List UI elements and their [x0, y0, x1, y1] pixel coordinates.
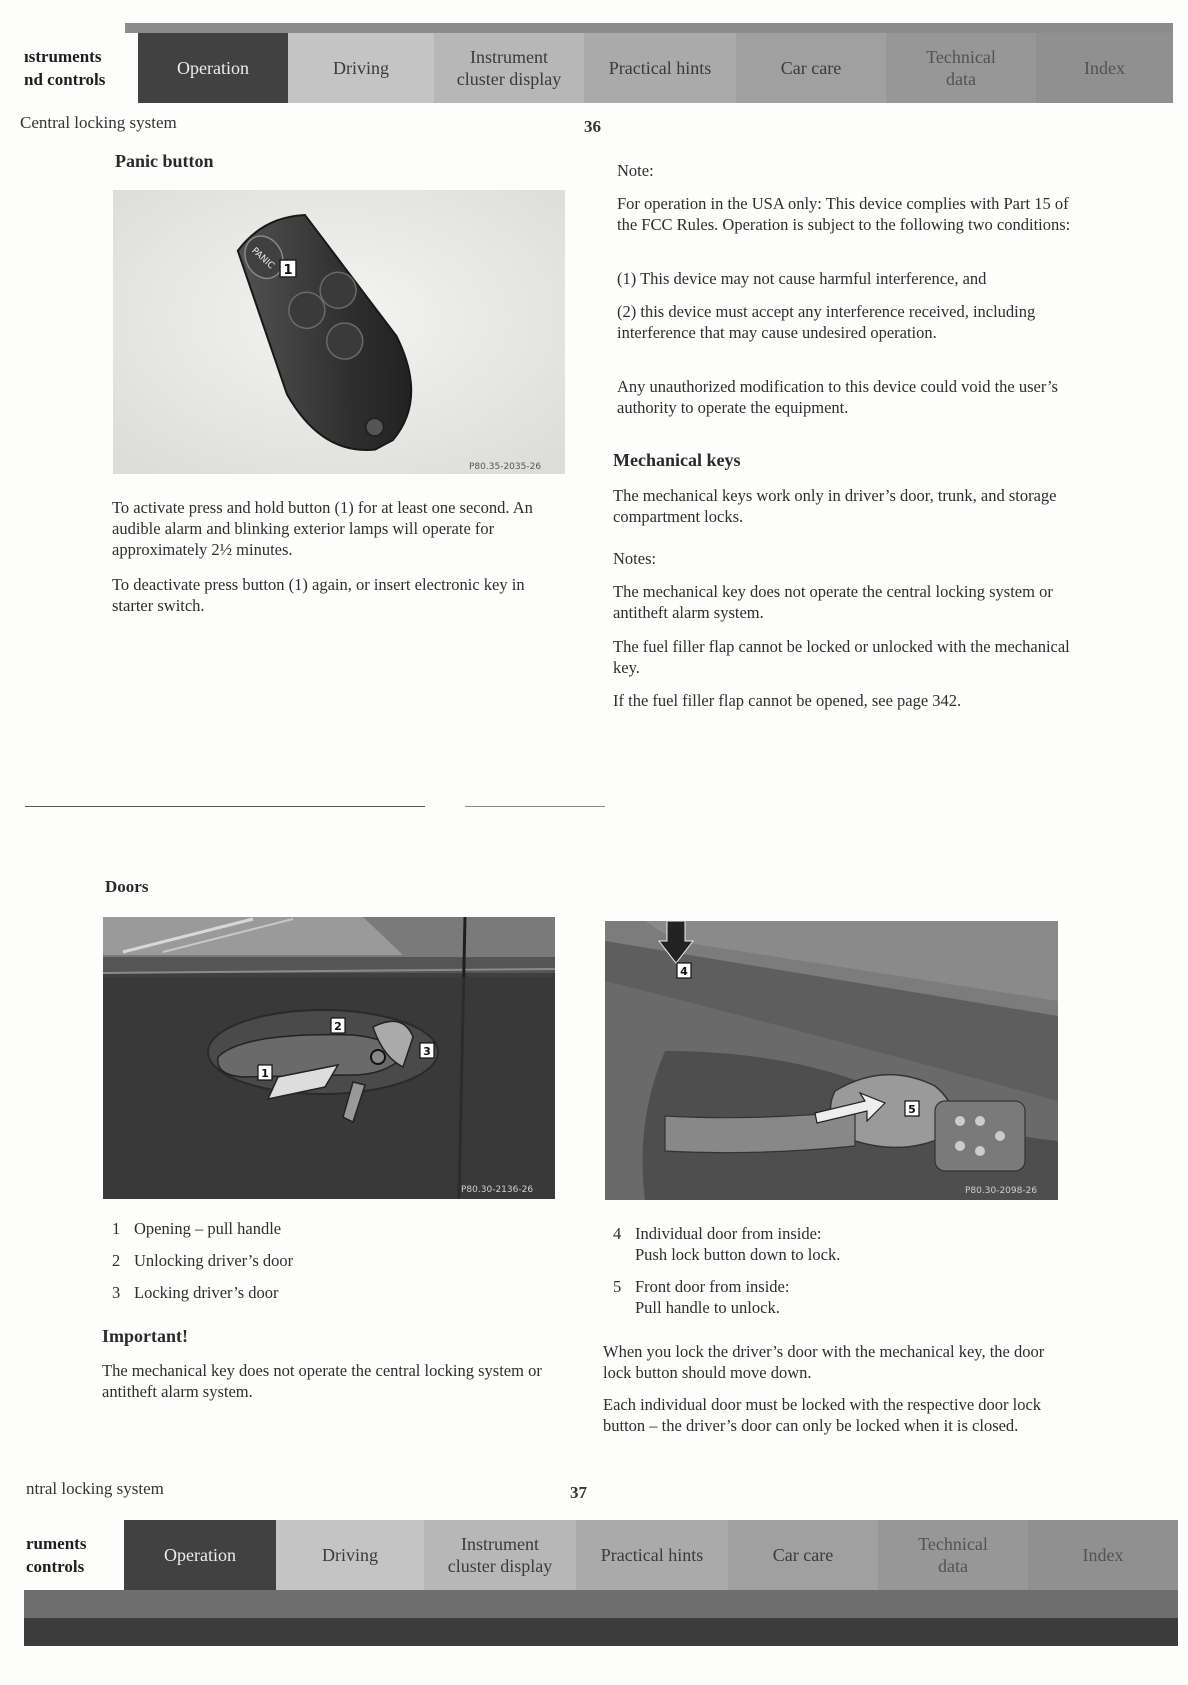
top-nav [22, 33, 1173, 103]
bottom-nav-label-line1: ruments [26, 1534, 87, 1553]
key-fob-figure-code: P80.35-2035-26 [469, 462, 542, 472]
panic-deactivate-text: To deactivate press button (1) again, or insert electronic key in starter switch. [112, 575, 525, 615]
legend-text: Unlocking driver’s door [134, 1251, 294, 1270]
bottom-band-upper [24, 1590, 1178, 1618]
page-divider-right [465, 806, 605, 807]
tab-technical-line2: data [938, 1556, 968, 1576]
important-text: The mechanical key does not operate the central locking system or antitheft alarm system. [102, 1361, 542, 1401]
bottom-band-lower [24, 1618, 1178, 1646]
door-interior-figure-code: P80.30-2098-26 [965, 1186, 1038, 1196]
tab-technical-line1: Technical [918, 1534, 988, 1554]
tab-instrument-line2: cluster display [447, 1556, 553, 1576]
door-callout-3: 3 [423, 1045, 431, 1058]
individual-door-lock-text: Each individual door must be locked with the respective door lock button – the driver’s door can only be locked when it is closed. [603, 1395, 1042, 1435]
legend-text: Individual door from inside: [635, 1224, 822, 1243]
tab-technical-line2: data [946, 69, 976, 89]
mechanical-note-2: The fuel filler flap cannot be locked or unlocked with the mechanical key. [613, 637, 1070, 677]
driver-door-lock-text: When you lock the driver’s door with the mechanical key, the door lock button should move down. [603, 1342, 1045, 1382]
tab-operation[interactable]: Operation [124, 1520, 276, 1590]
legend-num: 1 [112, 1219, 121, 1238]
fcc-note-text: For operation in the USA only: This device complies with Part 15 of the FCC Rules. Operation is subject to the following two conditions: [617, 194, 1071, 234]
top-nav-label-line1: ıstruments [24, 47, 102, 66]
panic-button-heading: Panic button [115, 151, 214, 171]
tab-operation[interactable]: Operation [138, 33, 288, 103]
tab-driving[interactable]: Driving [276, 1520, 424, 1590]
fcc-condition-1: (1) This device may not cause harmful interference, and [617, 269, 987, 288]
bottom-nav-section-label [24, 1520, 124, 1590]
tab-instrument-line2: cluster display [456, 69, 562, 89]
running-title-37: ntral locking system [26, 1479, 164, 1498]
legend-num: 3 [112, 1283, 121, 1302]
door-interior-figure [605, 921, 1058, 1200]
door-legend-right [613, 1223, 1073, 1329]
page-divider-left [25, 806, 425, 807]
legend-text-group [635, 1276, 789, 1318]
door-callout-1: 1 [261, 1067, 269, 1080]
bottom-nav-label-line2: controls [26, 1557, 85, 1576]
panic-activate-text: To activate press and hold button (1) for at least one second. An audible alarm and blinking exterior lamps will operate for approximately 2½ minutes. [112, 498, 533, 559]
legend-num: 2 [112, 1251, 121, 1270]
important-heading: Important! [102, 1326, 188, 1346]
fcc-condition-2: (2) this device must accept any interference received, including interference that may cause undesired operation. [617, 302, 1036, 342]
mechanical-keys-text: The mechanical keys work only in driver’s door, trunk, and storage compartment locks. [613, 486, 1057, 526]
tab-practical-hints[interactable]: Practical hints [584, 33, 736, 103]
doors-heading: Doors [105, 877, 149, 896]
legend-item [613, 1276, 1073, 1318]
page-number-36: 36 [584, 117, 601, 136]
notes-label: Notes: [613, 549, 657, 568]
tab-index[interactable]: Index [1028, 1520, 1178, 1590]
fob-panic-label: PANIC [249, 246, 276, 272]
tab-instrument-line1: Instrument [470, 47, 548, 67]
tab-car-care[interactable]: Car care [728, 1520, 878, 1590]
legend-num: 5 [613, 1277, 622, 1296]
tab-technical-data[interactable] [886, 33, 1036, 103]
door-exterior-illustration [103, 917, 555, 1199]
mechanical-note-1: The mechanical key does not operate the central locking system or antitheft alarm system. [613, 582, 1053, 622]
legend-item [613, 1223, 1073, 1265]
door-callout-5: 5 [908, 1103, 916, 1116]
note-label: Note: [617, 161, 654, 180]
tab-instrument-line1: Instrument [461, 1534, 539, 1554]
top-nav-label-line2: nd controls [24, 70, 106, 89]
legend-text: Locking driver’s door [134, 1283, 279, 1302]
key-fob-figure [113, 190, 565, 474]
unauthorized-modification-text: Any unauthorized modification to this device could void the user’s authority to operate the equipment. [617, 377, 1058, 417]
legend-item [112, 1282, 552, 1303]
top-nav-section-label [22, 33, 138, 103]
legend-text: Front door from inside: [635, 1277, 790, 1296]
legend-text-group [635, 1223, 840, 1265]
door-callout-2: 2 [334, 1020, 342, 1033]
mechanical-note-3: If the fuel filler flap cannot be opened, see page 342. [613, 691, 962, 710]
tab-practical-hints[interactable]: Practical hints [576, 1520, 728, 1590]
door-exterior-figure [103, 917, 555, 1199]
tab-technical-line1: Technical [926, 47, 996, 67]
key-fob-illustration [113, 190, 565, 474]
fob-callout-1: 1 [283, 263, 293, 278]
tab-instrument-cluster-display[interactable] [424, 1520, 576, 1590]
tab-driving[interactable]: Driving [288, 33, 434, 103]
bottom-nav [24, 1520, 1178, 1590]
door-callout-4: 4 [680, 965, 688, 978]
legend-item [112, 1250, 552, 1271]
mechanical-keys-heading: Mechanical keys [613, 450, 741, 470]
door-exterior-figure-code: P80.30-2136-26 [461, 1185, 534, 1195]
legend-item [112, 1218, 552, 1239]
door-interior-illustration [605, 921, 1058, 1200]
tab-index[interactable]: Index [1036, 33, 1173, 103]
page-number-37: 37 [570, 1483, 587, 1502]
legend-text: Pull handle to unlock. [635, 1298, 780, 1317]
legend-text: Push lock button down to lock. [635, 1245, 841, 1264]
tab-instrument-cluster-display[interactable] [434, 33, 584, 103]
tab-technical-data[interactable] [878, 1520, 1028, 1590]
door-legend-left [112, 1218, 552, 1314]
legend-text: Opening – pull handle [134, 1219, 282, 1238]
running-title-36: Central locking system [20, 113, 177, 132]
legend-num: 4 [613, 1224, 622, 1243]
tab-car-care[interactable]: Car care [736, 33, 886, 103]
